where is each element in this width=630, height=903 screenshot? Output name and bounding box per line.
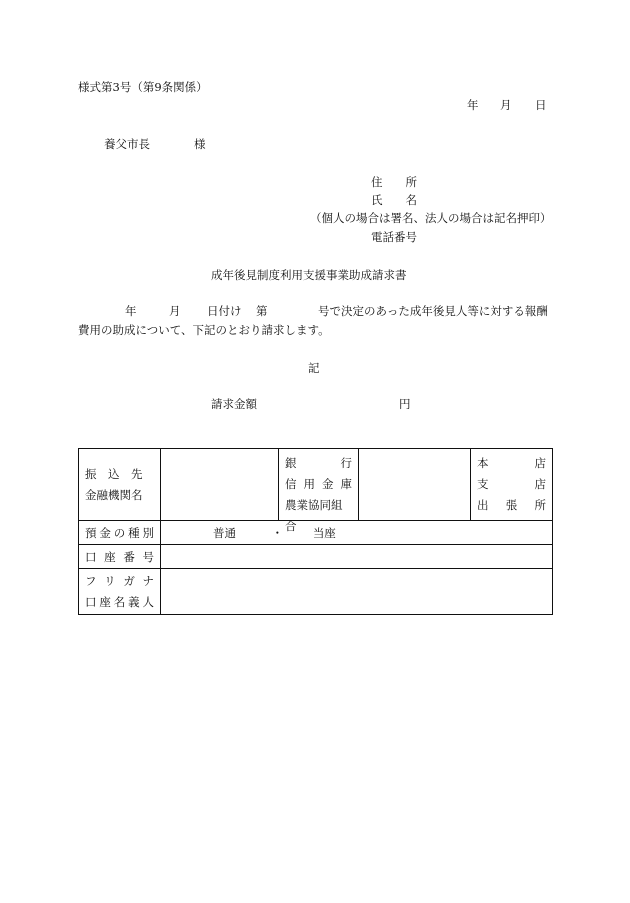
- account-number-row: [79, 545, 553, 569]
- transfer-label-cell: [79, 449, 161, 521]
- ja-label: 農業協同組合: [285, 498, 343, 533]
- head-office-label: 本 店: [477, 456, 546, 470]
- date-day-label: 日: [535, 98, 547, 112]
- address-label: 住 所: [371, 175, 417, 189]
- body-line1: 号で決定のあった成年後見人等に対する報酬: [318, 304, 548, 318]
- account-holder-field[interactable]: [161, 569, 553, 615]
- account-number-label: 口 座 番 号: [85, 549, 154, 564]
- signature-note: （個人の場合は署名、法人の場合は記名押印）: [310, 211, 552, 225]
- document-title: 成年後見制度利用支援事業助成請求書: [211, 268, 407, 282]
- shinkin-label: 信 用 金 庫: [285, 477, 352, 491]
- phone-label: 電話番号: [371, 230, 417, 244]
- transfer-row: [79, 449, 553, 521]
- transfer-label: 振 込 先: [85, 466, 143, 481]
- account-number-field[interactable]: [161, 545, 553, 569]
- amount-unit: 円: [399, 397, 411, 411]
- body-line2: 費用の助成について、下記のとおり請求します。: [78, 323, 330, 337]
- institution-name-field[interactable]: [161, 449, 279, 521]
- body-month-label: 月: [169, 304, 181, 318]
- name-label: 氏 名: [371, 193, 417, 207]
- account-number-label-cell: [79, 545, 161, 569]
- furigana-label: フ リ ガ ナ: [85, 573, 154, 588]
- body-no-prefix: 第: [256, 304, 268, 318]
- date-year-label: 年: [467, 98, 479, 112]
- date-month-label: 月: [500, 98, 512, 112]
- deposit-current-option[interactable]: 当座: [312, 525, 336, 540]
- addressee-name: 養父市長: [104, 137, 150, 151]
- form-number: 様式第3号（第9条関係）: [78, 80, 208, 94]
- account-holder-label: 口 座 名 義 人: [85, 594, 154, 609]
- deposit-separator: ・: [271, 525, 284, 540]
- branch-type-cell: [471, 449, 553, 521]
- deposit-type-row: [79, 521, 553, 545]
- deposit-type-label-cell: [79, 521, 161, 545]
- bank-account-table: [78, 448, 553, 615]
- account-holder-row: [79, 569, 553, 615]
- ki-heading: 記: [308, 361, 320, 375]
- account-holder-label-cell: [79, 569, 161, 615]
- bank-label: 銀 行: [285, 456, 352, 470]
- addressee-suffix: 様: [194, 137, 206, 151]
- deposit-type-options: [161, 521, 553, 545]
- branch-name-field[interactable]: [359, 449, 471, 521]
- body-dated-label: 日付け: [207, 304, 242, 318]
- institution-name-label: 金融機関名: [85, 487, 143, 502]
- branch-label: 支 店: [477, 477, 546, 491]
- body-year-label: 年: [125, 304, 137, 318]
- amount-label: 請求金額: [211, 397, 257, 411]
- sub-branch-label: 出 張 所: [477, 498, 546, 512]
- deposit-type-label: 預 金 の 種 別: [85, 525, 154, 540]
- deposit-ordinary-option[interactable]: 普通: [213, 525, 236, 540]
